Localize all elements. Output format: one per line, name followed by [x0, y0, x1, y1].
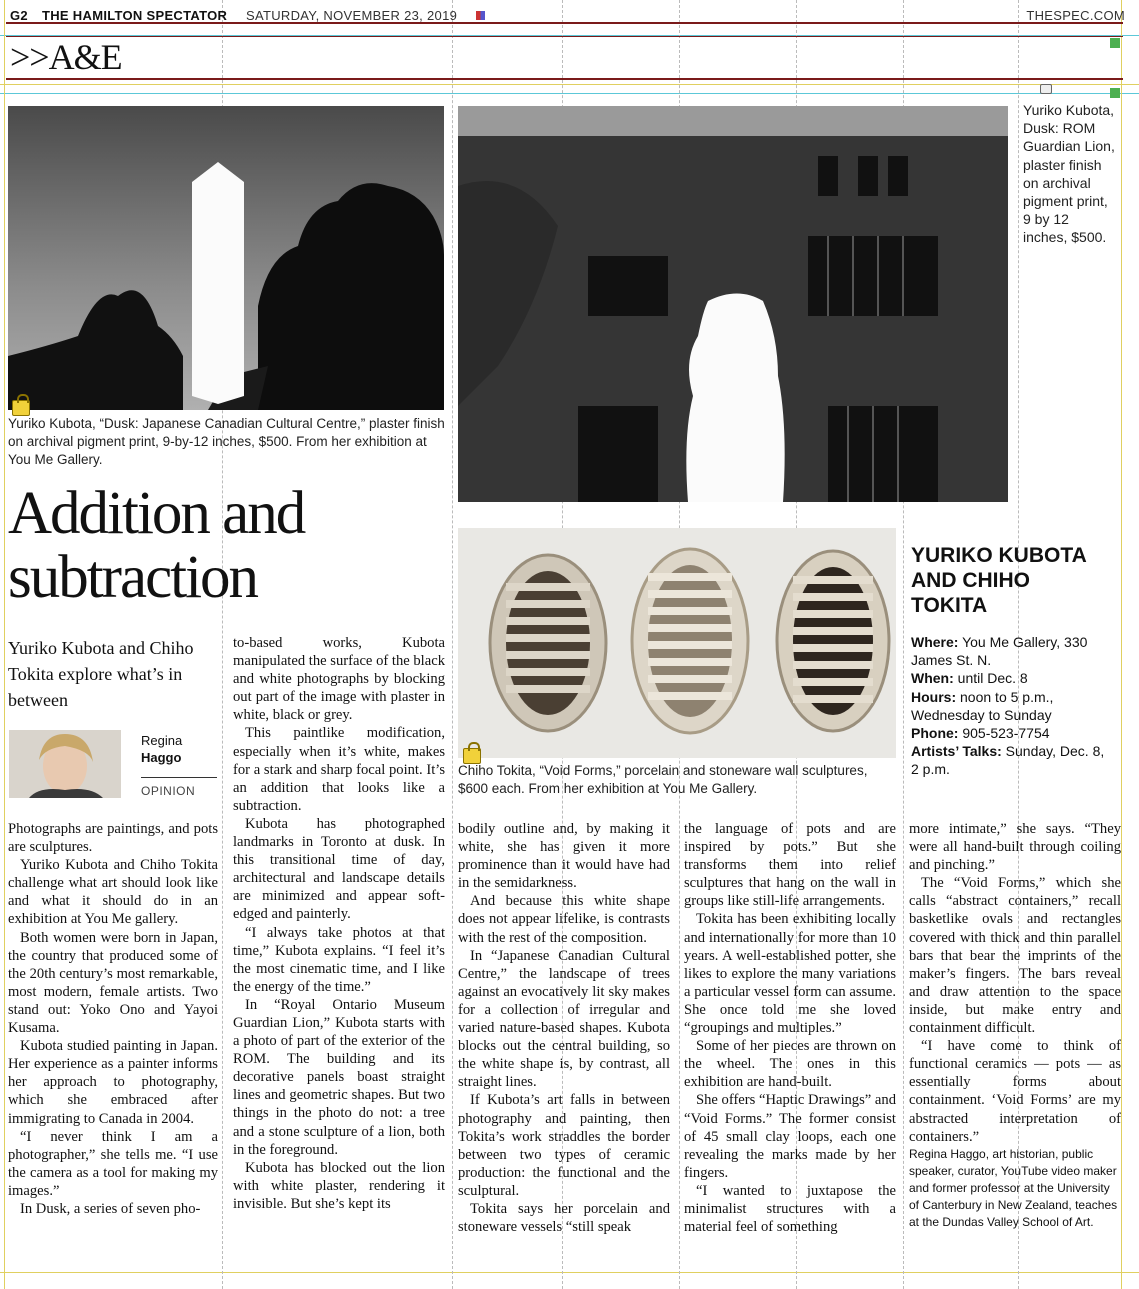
info-where	[911, 633, 1111, 669]
paragraph: “I wanted to juxtapose the minimalist structures with a material feel of something	[684, 1182, 896, 1236]
photo-caption: Yuriko Kubota, Dusk: ROM Guardian Lion, plaster finish on archival pigment print, 9 by 12 inches, $500.	[1023, 102, 1115, 246]
info-talks	[911, 742, 1111, 778]
guide-line	[0, 1272, 1139, 1273]
byline	[141, 732, 182, 766]
author-bio: Regina Haggo, art historian, public speaker, curator, YouTube video maker and former professor at the University of Canterbury in New Zealand, teaches at the Dundas Valley School of Art.	[909, 1146, 1118, 1229]
lock-icon[interactable]	[12, 400, 30, 416]
guide-line	[1121, 0, 1122, 1289]
photo-cultural-centre[interactable]	[8, 106, 444, 410]
paragraph: Some of her pieces are thrown on the wheel. The ones in this exhibition are hand-built.	[684, 1038, 896, 1091]
guide-line	[4, 0, 5, 1289]
info-label: Hours:	[911, 688, 957, 705]
paragraph: This paintlike modification, especially when it’s white, makes for a stark and sharp focal point. It’s an addition that looks like a subtraction.	[233, 725, 445, 814]
info-label: Artists’ Talks:	[911, 743, 1002, 760]
site-url: THESPEC.COM	[1026, 8, 1125, 23]
info-value: noon to 5 p.m., Wednesday to Sunday	[911, 688, 1054, 723]
guide-line	[452, 0, 453, 1289]
photo-caption: Yuriko Kubota, “Dusk: Japanese Canadian Cultural Centre,” plaster finish on archival pigment print, 9-by-12 inches, $500. From her exhibition at You Me Gallery.	[8, 416, 445, 467]
deck: Yuriko Kubota and Chiho Tokita explore what’s in between	[8, 638, 194, 710]
info-hours	[911, 688, 1111, 724]
publication-name: THE HAMILTON SPECTATOR	[42, 8, 228, 23]
article-column-5	[909, 820, 1121, 1231]
paragraph: And because this white shape does not appear lifelike, is contrasts with the rest of the composition.	[458, 893, 670, 946]
section-label: >>A&E	[10, 37, 122, 77]
article-column-1	[8, 820, 218, 1218]
paragraph: If Kubota’s art falls in between photography and painting, then Tokita’s work straddles the border between two types of ceramic production: the functional and the sculptural.	[458, 1092, 670, 1199]
paragraph: Kubota has blocked out the lion with white plaster, rendering it invisible. But she’s kept its	[233, 1159, 445, 1212]
info-value: You Me Gallery, 330 James St. N.	[911, 634, 1088, 669]
paragraph: The “Void Forms,” which she calls “abstract containers,” recall basketlike ovals and rectangles covered with thick and thin parallel bars that bear the imprints of the maker’s fingers. The bars reveal and draw attention to the space inside, but make entry and containment difficult.	[909, 875, 1121, 1037]
paragraph: more intimate,” she says. “They were all hand-built through coiling and pinching.”	[909, 821, 1121, 874]
paragraph: In Dusk, a series of seven pho-	[20, 1200, 201, 1217]
paragraph: Kubota has photographed landmarks in Toronto at dusk. In this transitional time of day, architectural and landscape details are minimized and appear soft-edged and painterly.	[233, 815, 445, 923]
paragraph: “I have come to think of functional ceramics — pots — as essentially forms about containment. ‘Void Forms’ are my abstracted interpretation of containers.”	[909, 1038, 1121, 1145]
article-column-4	[684, 820, 896, 1236]
sidebar-title: YURIKO KUBOTA AND CHIHO TOKITA	[911, 544, 1086, 617]
masthead-rule	[6, 22, 1123, 24]
info-label: Where:	[911, 634, 959, 650]
green-marker[interactable]	[1110, 88, 1120, 98]
author-photo	[9, 730, 121, 798]
paragraph: “I always take photos at that time,” Kubota explains. “I feel it’s the most cinematic time, and I like the energy of the time.”	[233, 924, 445, 995]
issue-date: SATURDAY, NOVEMBER 23, 2019	[246, 8, 458, 23]
guide-line	[0, 93, 1139, 94]
paragraph: Kubota studied painting in Japan. Her experience as a painter informs her approach to photography, which she embraced after immigrating to Canada in 2004.	[8, 1038, 218, 1127]
paragraph: In “Japanese Canadian Cultural Centre,” the landscape of trees against an evocatively lit sky makes for a collection of irregular and varied nature-based shapes. Kubota blocks out the central building, so the white shape is, by contrast, all straight lines.	[458, 947, 670, 1091]
author-last-name: Haggo	[141, 750, 182, 765]
paragraph: In “Royal Ontario Museum Guardian Lion,” Kubota starts with a photo of part of the exterior of the ROM. The building and its decorative panels boast straight lines and geometric shapes. But two things in the photo do not: a tree and a stone sculpture of a lion, both in the foreground.	[233, 996, 445, 1158]
photo-void-forms[interactable]	[458, 528, 896, 758]
paragraph: Both women were born in Japan, the country that produced some of the 20th century’s most remarkable, most modern, female artists. Two stand out: Yoko Ono and Yayoi Kusama.	[8, 929, 218, 1037]
info-label: Phone:	[911, 725, 959, 742]
info-label: When:	[911, 670, 954, 687]
headline: Addition and subtraction	[8, 480, 305, 611]
guide-line	[0, 84, 1139, 85]
article-column-2	[233, 634, 445, 1213]
paragraph: bodily outline and, by making it white, she has given it more prominence than it would have had in the semidarkness.	[458, 821, 670, 892]
section-bar	[6, 36, 1123, 80]
paragraph: She offers “Haptic Drawings” and “Void Forms.” The former consist of 45 small clay loops, each one revealing the marks made by her fingers.	[684, 1092, 896, 1181]
paragraph: Yuriko Kubota and Chiho Tokita challenge what art should look like and what it should do in an exhibition at You Me gallery.	[8, 857, 218, 928]
article-column-3	[458, 820, 670, 1236]
paragraph: Photographs are paintings, and pots are sculptures.	[8, 821, 218, 856]
page-number: G2	[10, 8, 28, 23]
info-when	[911, 669, 1111, 687]
info-value: 905-523-7754	[962, 725, 1050, 742]
author-first-name: Regina	[141, 733, 183, 748]
opinion-tag: OPINION	[141, 784, 196, 798]
paragraph: to-based works, Kubota manipulated the surface of the black and white photographs by blocking out part of the image with plaster in white, black or grey.	[233, 635, 445, 724]
info-value: Sunday, Dec. 8, 2 p.m.	[911, 743, 1105, 778]
lock-icon[interactable]	[1040, 84, 1052, 94]
paragraph: Tokita has been exhibiting locally and internationally for more than 10 years. A well-established potter, she likes to explore the many variations a particular vessel form can assume. She once told me she loved “groupings and multiples.”	[684, 911, 896, 1037]
exhibition-info	[911, 633, 1111, 779]
paragraph: Tokita says her porcelain and stoneware vessels “still speak	[458, 1200, 670, 1236]
flag-icon	[476, 11, 485, 20]
photo-caption: Chiho Tokita, “Void Forms,” porcelain and stoneware wall sculptures, $600 each. From her exhibition at You Me Gallery.	[458, 763, 868, 796]
info-phone	[911, 724, 1111, 742]
photo-rom-lion[interactable]	[458, 106, 1008, 502]
byline-rule	[141, 777, 217, 778]
paragraph: “I never think I am a photographer,” she tells me. “I use the camera as a tool for making my images.”	[8, 1128, 218, 1199]
info-value: until Dec. 8	[957, 670, 1028, 687]
paragraph: the language of pots and are inspired by pots.” But she transforms them into relief sculptures that hang on the wall in groups like still-life arrangements.	[684, 821, 896, 910]
